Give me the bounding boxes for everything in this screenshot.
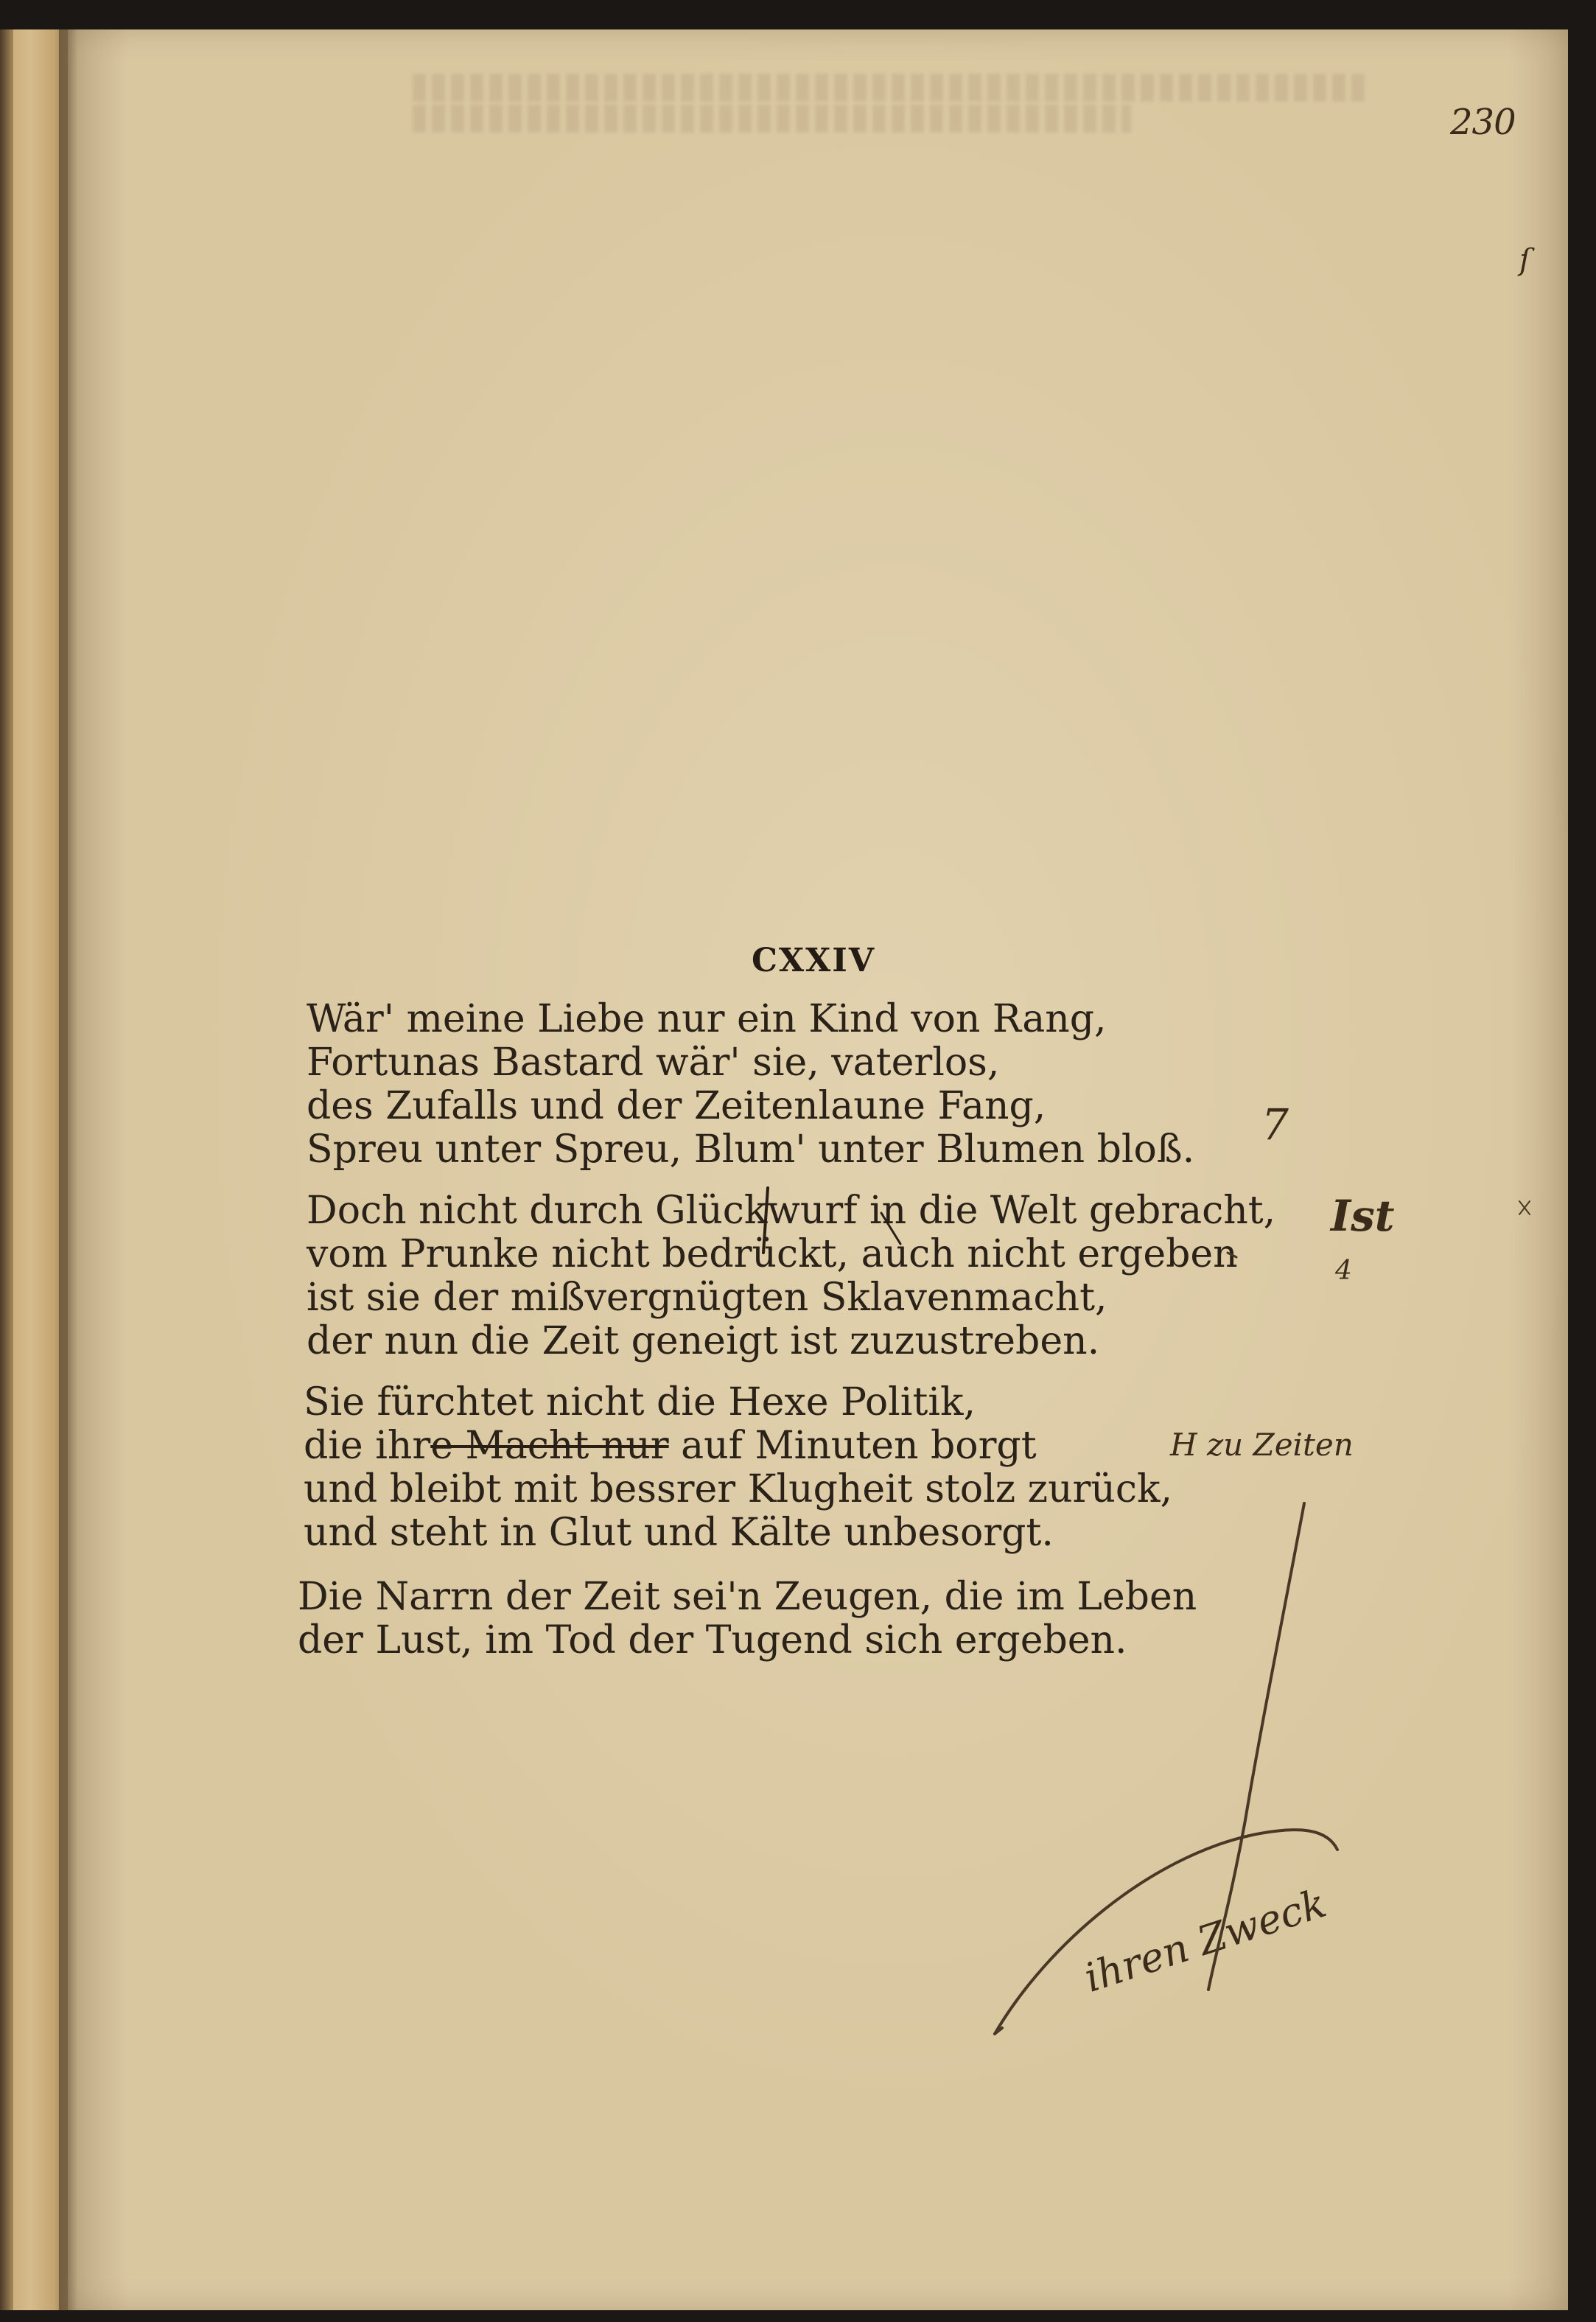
verse-line-with-correction [304,1424,1172,1468]
verse-line: ist sie der mißvergnügten Sklavenmacht, [307,1276,1107,1320]
book-spine-shadow [0,29,13,2310]
stanza-4 [298,1576,1197,1662]
poem-title: CXXIV [752,942,876,979]
verse-segment: auf Minuten borgt [668,1424,1037,1468]
margin-annotation: H zu Zeiten [1170,1427,1354,1463]
verse-line: Wär' meine Liebe nur ein Kind von Rang, [307,997,1107,1041]
verse-line: der Lust, im Tod der Tugend sich ergeben. [298,1618,1127,1662]
stanza-3 [304,1381,1172,1555]
page-gutter [59,29,77,2310]
verse-line: Fortunas Bastard wär' sie, vaterlos, [307,1041,1000,1085]
show-through-text [413,74,1371,133]
stanza-2 [307,1189,1275,1363]
margin-annotation: 4 [1335,1256,1352,1286]
margin-tick-mark: ſ [1519,243,1530,277]
verse-line: der nun die Zeit geneigt ist zuzustreben. [307,1319,1100,1363]
handwritten-note: ihren Zweck [1079,1879,1332,2001]
verse-line: Doch nicht durch Glückwurf in die Welt gebracht, [307,1189,1276,1233]
struck-out-text: e Macht nur [430,1424,669,1468]
verse-line: des Zufalls und der Zeitenlaune Fang, [307,1084,1046,1128]
verse-line: und steht in Glut und Kälte unbesorgt. [304,1511,1054,1555]
verse-line: vom Prunke nicht bedrückt, auch nicht ergeben [307,1232,1238,1276]
verse-line: Sie fürchtet nicht die Hexe Politik, [304,1380,976,1424]
verse-line: Spreu unter Spreu, Blum' unter Blumen bloß. [307,1127,1195,1172]
verse-segment: die ihr [304,1424,431,1468]
verse-line: Die Narrn der Zeit sei'n Zeugen, die im Leben [298,1575,1197,1619]
margin-annotation: 7 [1261,1099,1289,1150]
verse-line: und bleibt mit bessrer Klugheit stolz zurück, [304,1467,1173,1511]
stanza-1 [307,998,1194,1172]
margin-annotation: Ist [1331,1191,1395,1241]
handwritten-page-number: 230 [1450,102,1516,143]
